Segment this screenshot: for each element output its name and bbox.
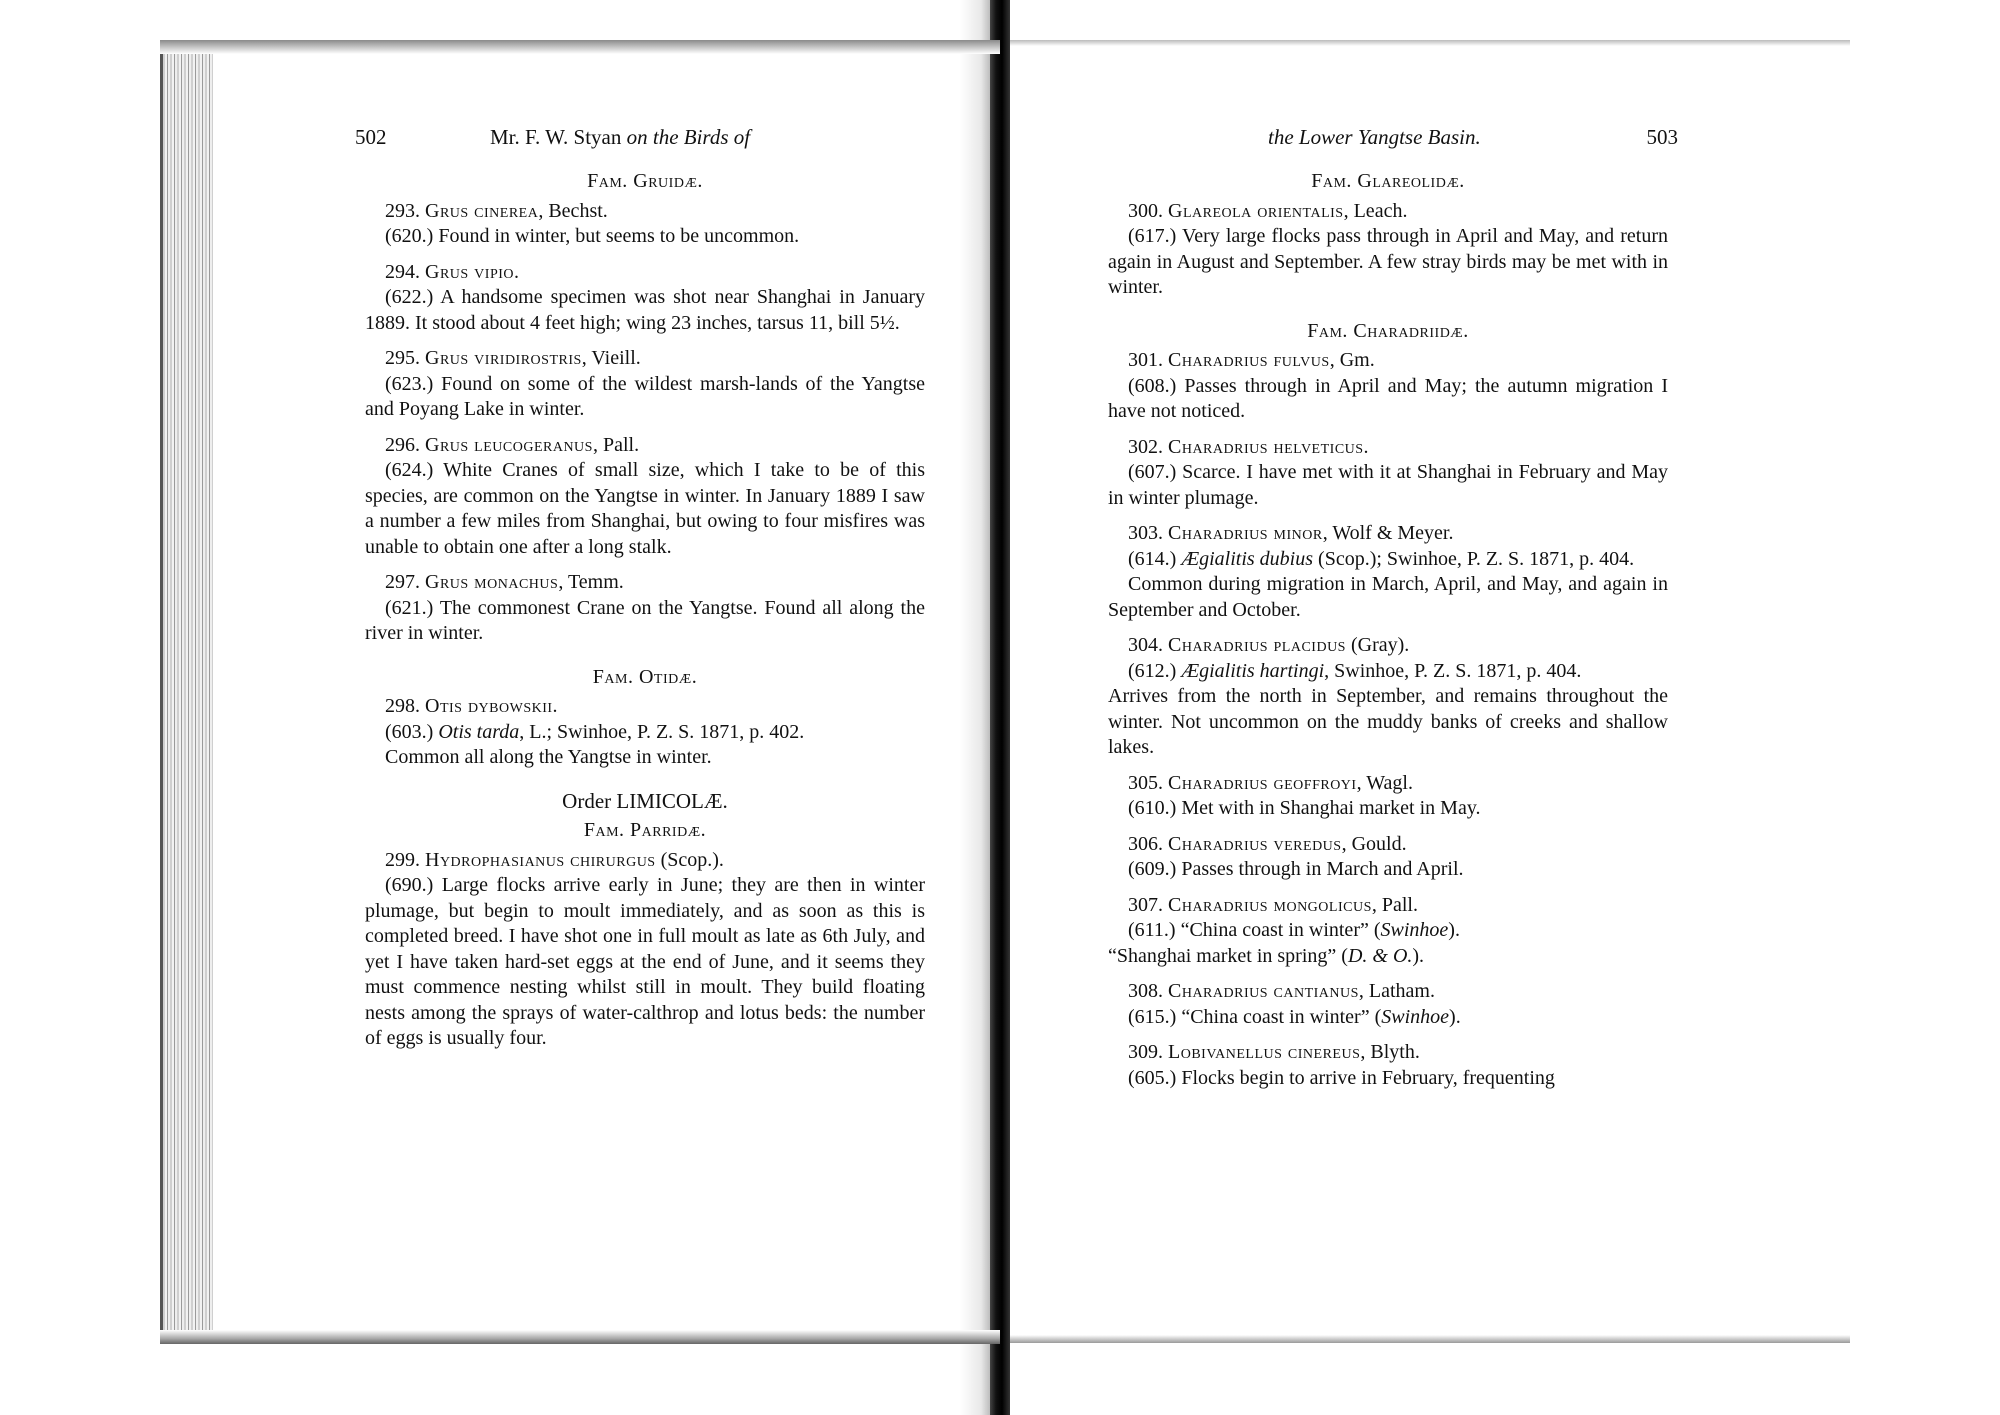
- species-number: 298.: [385, 695, 420, 717]
- bottom-edge-right: [1010, 1335, 1850, 1343]
- species-number: 308.: [1128, 980, 1163, 1002]
- species-name: Charadrius geoffroyi: [1168, 771, 1357, 794]
- species-authority: , Temm.: [558, 571, 624, 593]
- species-name: Charadrius placidus: [1168, 634, 1346, 656]
- species-name: Hydrophasianus chirurgus: [425, 848, 656, 871]
- species-authority: , Wagl.: [1356, 771, 1413, 794]
- species-name: Glareola orientalis: [1168, 199, 1344, 222]
- species-quote: [1108, 944, 1668, 970]
- ref-number: (612.): [1128, 659, 1182, 682]
- species-name: Lobivanellus cinereus: [1168, 1041, 1361, 1063]
- species-heading: [365, 570, 925, 596]
- species-heading: [1108, 199, 1668, 225]
- top-edge-left: [160, 40, 1000, 54]
- running-head-right: [1108, 125, 1678, 165]
- species-heading: [1108, 1040, 1668, 1066]
- order-heading: Order LIMICOLÆ.: [562, 788, 728, 813]
- species-authority: , Wolf & Meyer.: [1322, 522, 1454, 544]
- ref-number: (614.): [1128, 547, 1182, 570]
- ref-citation: , L.; Swinhoe, P. Z. S. 1871, p. 402.: [519, 720, 805, 743]
- species-heading: [1108, 832, 1668, 858]
- species-heading: [365, 848, 925, 874]
- species-authority: , Vieill.: [581, 347, 641, 369]
- page-edges: [160, 40, 213, 1340]
- species-authority: , Blyth.: [1360, 1041, 1420, 1063]
- page-number: 503: [1646, 125, 1678, 149]
- species-heading: [365, 199, 925, 225]
- species-authority: (Scop.).: [655, 848, 724, 871]
- species-number: 309.: [1128, 1041, 1163, 1063]
- bottom-edge-left: [160, 1330, 1000, 1344]
- species-number: 302.: [1128, 435, 1163, 458]
- species-authority: , Bechst.: [538, 199, 608, 222]
- species-number: 297.: [385, 571, 420, 593]
- species-name: Grus monachus: [425, 571, 559, 593]
- book-gutter-shadow: [960, 0, 990, 1415]
- species-number: 303.: [1128, 522, 1163, 544]
- species-name: Grus vipio.: [425, 260, 520, 283]
- page-number: 502: [355, 125, 387, 149]
- species-name: Otis dybowskii.: [425, 695, 559, 717]
- family-heading: Fam. Charadriidæ.: [1307, 319, 1469, 342]
- species-number: 307.: [1128, 893, 1163, 916]
- ref-number: (603.): [385, 720, 439, 743]
- family-heading: Fam. Glareolidæ.: [1311, 170, 1465, 192]
- species-text: (622.) A handsome specimen was shot near Shanghai in January 1889. It stood about 4 feet high; wing 23 inches, tarsus 11, bill 5½.: [365, 286, 925, 334]
- species-reference: [365, 720, 925, 746]
- quote-source: D. & O.: [1347, 944, 1413, 967]
- species-text: (621.) The commonest Crane on the Yangtse. Found all along the river in winter.: [365, 596, 925, 644]
- species-number: 294.: [385, 260, 420, 283]
- species-text: (623.) Found on some of the wildest marsh-lands of the Yangtse and Poyang Lake in winter.: [365, 372, 925, 420]
- species-text: (624.) White Cranes of small size, which I take to be of this species, are common on the Yangtse in winter. In January 1889 I saw a number a few miles from Shanghai, but owing to four misfires was unable to obtain one after a long stalk.: [365, 459, 925, 558]
- species-text: (617.) Very large flocks pass through in April and May, and return again in August and September. A few stray birds may be met with in winter.: [1108, 225, 1668, 298]
- species-number: 304.: [1128, 634, 1163, 656]
- quote-close: ).: [1448, 919, 1460, 941]
- species-heading: [1108, 771, 1668, 797]
- top-edge-right: [1010, 40, 1850, 46]
- species-reference: [1108, 547, 1668, 573]
- species-name: Charadrius mongolicus: [1168, 893, 1372, 916]
- species-number: 293.: [385, 199, 420, 222]
- species-heading: [1108, 348, 1668, 374]
- family-heading: Fam. Gruidæ.: [587, 170, 703, 192]
- species-heading: [365, 433, 925, 459]
- book-gutter: [990, 0, 1010, 1415]
- species-quote: [1108, 918, 1668, 944]
- family-heading: Fam. Otidæ.: [592, 665, 698, 688]
- family-heading: Fam. Parridæ.: [583, 819, 707, 841]
- species-name: Charadrius fulvus: [1168, 349, 1330, 371]
- species-heading: [365, 694, 925, 720]
- species-number: 299.: [385, 848, 420, 871]
- species-number: 300.: [1128, 199, 1163, 222]
- species-authority: , Pall.: [592, 433, 640, 456]
- quote-close: ).: [1449, 1005, 1461, 1028]
- species-quote: [1108, 1005, 1668, 1031]
- species-name: Grus viridirostris: [425, 347, 582, 369]
- running-title: [490, 125, 750, 151]
- ref-synonym: Ægialitis dubius: [1181, 547, 1314, 570]
- species-number: 305.: [1128, 771, 1163, 794]
- species-number: 295.: [385, 347, 420, 369]
- species-authority: , Latham.: [1358, 980, 1435, 1002]
- species-heading: [1108, 633, 1668, 659]
- species-text: (690.) Large flocks arrive early in June; they are then in winter plumage, but begin to moult immediately, and as soon as this is completed breed. I have shot one in full moult as late as 6th July, and yet I have taken hard-set eggs at the end of June, and it seems they must commence nesting whilst still in moult. They build floating nests among the sprays of water-calthrop and lotus beds: the number of eggs is usually four.: [365, 874, 925, 1049]
- ref-synonym: Otis tarda: [438, 720, 520, 743]
- quote-source: Swinhoe: [1380, 919, 1449, 941]
- species-heading: [1108, 435, 1668, 461]
- species-text: (605.) Flocks begin to arrive in February, frequenting: [1128, 1066, 1555, 1089]
- species-text: (610.) Met with in Shanghai market in May.: [1128, 797, 1481, 819]
- species-text: (620.) Found in winter, but seems to be uncommon.: [385, 225, 800, 247]
- ref-citation: , Swinhoe, P. Z. S. 1871, p. 404.: [1324, 659, 1582, 682]
- left-page: [355, 125, 925, 1052]
- species-text: Common all along the Yangtse in winter.: [385, 746, 712, 768]
- running-head-left: [355, 125, 925, 165]
- right-page: [1108, 125, 1678, 1091]
- species-name: Charadrius minor: [1168, 522, 1323, 544]
- species-number: 296.: [385, 433, 420, 456]
- species-text: (608.) Passes through in April and May; the autumn migration I have not noticed.: [1108, 374, 1668, 422]
- species-authority: , Gould.: [1341, 832, 1407, 855]
- species-heading: [1108, 893, 1668, 919]
- species-authority: , Leach.: [1343, 199, 1408, 222]
- species-reference: [1108, 659, 1668, 685]
- species-authority: , Gm.: [1329, 349, 1375, 371]
- species-name: Grus leucogeranus: [425, 433, 593, 456]
- quote-text: “Shanghai market in spring” (: [1108, 944, 1348, 967]
- species-text: Common during migration in March, April, and May, and again in September and October.: [1108, 573, 1668, 621]
- species-name: Charadrius cantianus: [1168, 980, 1359, 1002]
- species-heading: [365, 346, 925, 372]
- species-heading: [1108, 521, 1668, 547]
- ref-synonym: Ægialitis hartingi: [1181, 659, 1325, 682]
- species-heading: [365, 260, 925, 286]
- species-authority: , Pall.: [1371, 893, 1418, 916]
- species-number: 306.: [1128, 832, 1163, 855]
- quote-close: ).: [1412, 944, 1425, 967]
- species-name: Charadrius veredus: [1168, 832, 1342, 855]
- running-title-author: Mr. F. W. Styan: [490, 125, 627, 149]
- quote-text: (611.) “China coast in winter” (: [1128, 919, 1381, 941]
- quote-source: Swinhoe: [1381, 1005, 1450, 1028]
- species-text: (609.) Passes through in March and April.: [1128, 858, 1464, 880]
- species-text: Arrives from the north in September, and remains throughout the winter. Not uncommon on the muddy banks of creeks and shallow lakes.: [1108, 685, 1668, 758]
- ref-citation: (Scop.); Swinhoe, P. Z. S. 1871, p. 404.: [1313, 547, 1635, 570]
- quote-text: (615.) “China coast in winter” (: [1128, 1005, 1382, 1028]
- species-number: 301.: [1128, 349, 1163, 371]
- species-heading: [1108, 979, 1668, 1005]
- running-title: the Lower Yangtse Basin.: [1268, 125, 1481, 149]
- species-name: Grus cinerea: [425, 199, 539, 222]
- species-name: Charadrius helveticus.: [1168, 435, 1370, 458]
- species-authority: (Gray).: [1345, 634, 1410, 656]
- species-text: (607.) Scarce. I have met with it at Shanghai in February and May in winter plumage.: [1108, 461, 1668, 509]
- running-title-italic: on the Birds of: [626, 125, 751, 149]
